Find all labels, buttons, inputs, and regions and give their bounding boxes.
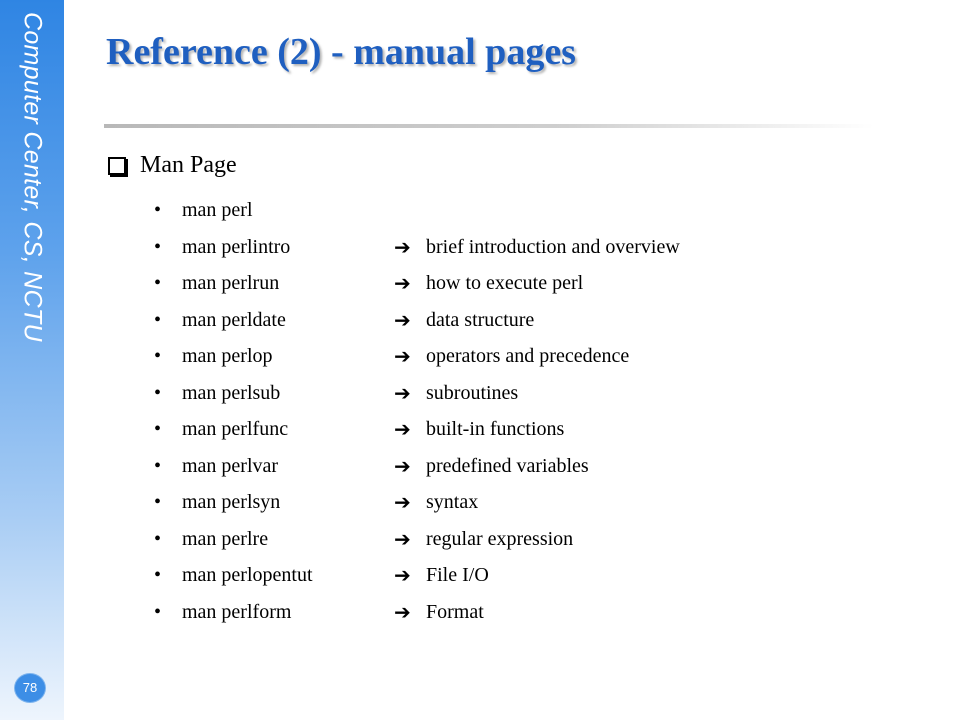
- bullet-icon: •: [154, 418, 162, 440]
- command-text: man perlsyn: [182, 491, 281, 513]
- command-text: man perlsub: [182, 381, 281, 404]
- right-arrow-icon: ➔: [394, 417, 411, 441]
- right-arrow-icon: ➔: [394, 563, 411, 587]
- section-heading-row: [106, 152, 237, 179]
- description-text: data structure: [426, 308, 535, 331]
- title-divider: [104, 124, 874, 128]
- command-text: man perlop: [182, 345, 273, 367]
- checkbox-bullet-icon: [108, 157, 126, 175]
- right-arrow-icon: ➔: [394, 344, 411, 368]
- description-text: File I/O: [426, 564, 489, 586]
- command-text: man perlintro: [182, 235, 291, 258]
- slide-title: Reference (2) - manual pages: [106, 31, 576, 73]
- command-text: man perlopentut: [182, 564, 313, 586]
- bullet-icon: •: [154, 454, 162, 477]
- description-text: predefined variables: [426, 454, 589, 477]
- bullet-icon: •: [154, 491, 162, 513]
- bullet-icon: •: [154, 308, 162, 331]
- description-text: syntax: [426, 491, 479, 513]
- right-arrow-icon: ➔: [394, 490, 411, 514]
- bullet-icon: •: [154, 564, 162, 586]
- section-heading: Man Page: [140, 152, 237, 178]
- command-text: man perldate: [182, 308, 286, 331]
- command-text: man perlform: [182, 600, 292, 623]
- bullet-icon: •: [154, 345, 162, 367]
- right-arrow-icon: ➔: [394, 271, 411, 295]
- description-text: how to execute perl: [426, 272, 584, 294]
- command-text: man perlvar: [182, 454, 279, 477]
- command-text: man perl: [182, 199, 253, 221]
- sidebar-banner: [0, 0, 64, 720]
- right-arrow-icon: ➔: [394, 307, 411, 332]
- command-text: man perlrun: [182, 272, 280, 294]
- description-text: regular expression: [426, 527, 574, 550]
- description-text: subroutines: [426, 381, 519, 404]
- command-text: man perlfunc: [182, 418, 289, 440]
- sidebar-label: Computer Center, CS, NCTU: [18, 12, 47, 342]
- bullet-icon: •: [154, 199, 162, 221]
- description-text: Format: [426, 600, 484, 623]
- description-text: operators and precedence: [426, 345, 630, 367]
- right-arrow-icon: ➔: [394, 380, 411, 405]
- page-number-badge: 78: [15, 674, 45, 702]
- right-arrow-icon: ➔: [394, 599, 411, 624]
- bullet-icon: •: [154, 272, 162, 294]
- bullet-icon: •: [154, 527, 162, 550]
- bullet-icon: •: [154, 600, 162, 623]
- right-arrow-icon: ➔: [394, 526, 411, 551]
- description-text: built-in functions: [426, 418, 565, 440]
- command-text: man perlre: [182, 527, 269, 550]
- bullet-icon: •: [154, 381, 162, 404]
- right-arrow-icon: ➔: [394, 234, 411, 259]
- description-text: brief introduction and overview: [426, 235, 680, 258]
- bullet-icon: •: [154, 235, 162, 258]
- right-arrow-icon: ➔: [394, 453, 411, 478]
